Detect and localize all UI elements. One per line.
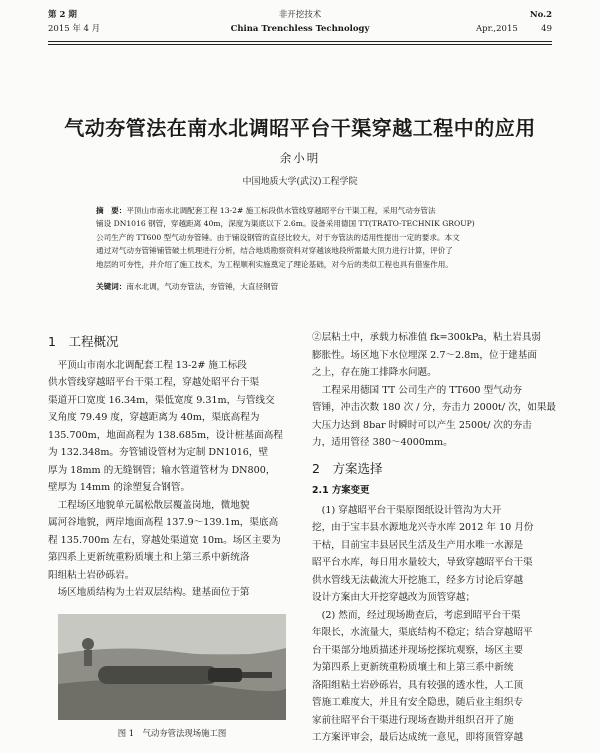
left-column — [48, 333, 296, 602]
worker-body — [84, 650, 92, 666]
right-column — [312, 329, 557, 747]
header-date: 2015 年 4 月 — [48, 24, 101, 34]
abstract — [96, 204, 530, 271]
abstract-line: 通过对气动夯管锤铺管破土机理进行分析，结合地质勘察资料对穿越该地段所需最大顶力进行计算，评价了 — [96, 246, 453, 256]
body-line: 程 135.700m 左右，穿越处渠道宽 10m。场区主要为 — [48, 534, 281, 546]
body-line: 设计方案由大开挖穿越改为顶管穿越； — [312, 592, 476, 603]
body-line: 工程场区地貌单元属松散层覆盖岗地，微地貌 — [48, 499, 250, 511]
right-body-a — [312, 329, 557, 452]
paper-affiliation: 中国地质大学(武汉)工程学院 — [242, 177, 358, 187]
abstract-line: 铺设 DN1016 钢管，穿越距离 40m，深度为渠底以下 2.6m。设备采用德国 TT(TRATO-TECHNIK GROUP) — [96, 219, 475, 229]
abstract-line: 公司生产的 TT600 型气动夯管锤。由于铺设钢管的直径比较大，对于夯管法的适用性提出一定的要求。本文 — [96, 232, 460, 242]
body-line: 工程采用德国 TT 公司生产的 TT600 型气动夯 — [312, 384, 522, 396]
body-line: 供水管线穿越昭平台干渠工程，穿越处昭平台干渠 — [48, 377, 260, 388]
body-line: 台干渠部分地质描述并现场挖探坑观察，场区主要 — [312, 644, 524, 656]
photo-illustration — [58, 614, 286, 720]
section-2-heading: 2 方案选择 — [312, 460, 383, 476]
body-line: ②层粘土中，承载力标准值 fk=300kPa，粘土岩具弱 — [312, 332, 542, 343]
section-1-heading: 1 工程概况 — [48, 334, 119, 349]
body-line: (1) 穿越昭平台干渠原图纸设计管沟为大开 — [312, 504, 502, 516]
header-journal-cn: 非开挖技术 — [278, 10, 322, 20]
worker — [82, 638, 94, 650]
body-line: (2) 然而，经过现场勘查后，考虑到昭平台干渠 — [312, 609, 521, 621]
body-line: 供水管线无法截流大开挖施工，经多方讨论后穿越 — [312, 574, 524, 586]
body-line: 场区地质结构为土岩双层结构。建基面位于第 — [48, 587, 250, 598]
header-number: No.2 — [529, 10, 552, 20]
body-line: 135.700m，地面高程为 138.685m，设计桩基面高程 — [48, 429, 283, 441]
running-header — [48, 8, 552, 48]
body-line: 年限长，水流量大，渠底结构不稳定；结合穿越昭平 — [312, 627, 533, 638]
right-body-b — [312, 502, 557, 747]
header-rule-thick — [48, 41, 552, 42]
abstract-line: 地层的可夯性，并介绍了施工技术，为工程顺利实施奠定了理论基础，对今后的类似工程也具有借鉴作用。 — [96, 259, 453, 269]
keywords-label: 关键词： — [96, 282, 127, 291]
steel-pipe — [98, 666, 218, 684]
header-rule-thin — [48, 44, 552, 45]
body-line: 厚为 18mm 的无缝钢管；输水管道管材为 DN800， — [48, 464, 276, 476]
section-2-1-heading: 2.1 方案变更 — [312, 485, 370, 496]
paper-title: 气动夯管法在南水北调昭平台干渠穿越工程中的应用 — [64, 116, 536, 140]
header-month-year: Apr.,2015 — [476, 24, 518, 34]
figure-caption: 图 1 气动夯管法现场施工图 — [117, 728, 227, 738]
keywords-text: 南水北调，气动夯管法，夯管锤，大直径钢管 — [126, 282, 279, 291]
body-line: 阳组粘土岩砂砾岩。 — [48, 569, 135, 581]
abstract-line: 摘 要：平顶山市南水北调配套工程 13-2# 施工标段供水管线穿越昭平台干渠工程，采用气动夯管法 — [96, 206, 436, 215]
body-line: 渠道开口宽度 16.34m，渠低宽度 9.31m，与管线交 — [48, 394, 275, 406]
body-line: 家前往昭平台干渠进行现场查勘并组织召开了施 — [312, 714, 514, 726]
section-1-body — [48, 357, 296, 602]
header-journal-en: China Trenchless Technology — [230, 24, 370, 34]
body-line: 为 132.348m。夯管铺设管材为定制 DN1016，壁 — [48, 447, 269, 458]
body-line: 大压力达到 8bar 时瞬时可以产生 2500t/ 次的夯击 — [312, 419, 532, 431]
body-line: 为第四系上更新统重粉质壤土和上第三系中新统 — [312, 662, 514, 673]
paper-author: 余小明 — [279, 151, 321, 165]
body-line: 之上，存在施工排降水问题。 — [312, 367, 437, 378]
header-right — [476, 8, 552, 36]
pipe-ramming-hammer — [208, 668, 242, 682]
air-hose — [242, 672, 272, 678]
body-line: 洛阳组粘土岩砂砾岩，具有较强的透水性，人工顶 — [312, 679, 524, 691]
body-line: 属河谷地貌，两岸地面高程 137.9～139.1m，渠底高 — [48, 517, 279, 528]
body-line: 第四系上更新统重粉质壤土和上第三系中新统洛 — [48, 552, 250, 563]
body-line: 平顶山市南水北调配套工程 13-2# 施工标段 — [48, 359, 247, 371]
keywords — [96, 281, 530, 292]
body-line: 膨胀性。场区地下水位埋深 2.7～2.8m，位于建基面 — [312, 349, 537, 361]
body-line: 干枯，目前宝丰县居民生活及生产用水唯一水源是 — [312, 539, 524, 551]
abstract-label: 摘 要： — [96, 206, 127, 215]
body-line: 叉角度 79.49 度，穿越距离为 40m，渠底高程为 — [48, 412, 260, 423]
header-issue: 第 2 期 — [48, 10, 77, 20]
body-line: 挖，由于宝丰县水源地龙兴寺水库 2012 年 10 月份 — [312, 522, 534, 533]
body-line: 壁厚为 14mm 的涂塑复合钢管。 — [48, 482, 191, 493]
body-line: 昭平台水库，每日用水量较大，导致穿越昭平台干渠 — [312, 557, 533, 568]
construction-site-photo — [58, 614, 286, 720]
body-line: 管锤，冲击次数 180 次 / 分，夯击力 2000t/ 次，如果最 — [312, 402, 557, 413]
body-line: 管施工难度大，并且有安全隐患，随后业主组织专 — [312, 697, 524, 708]
body-line: 工方案评审会，最后达成统一意见，即将顶管穿越 — [312, 732, 524, 743]
body-line: 力，适用管径 380～4000mm。 — [312, 437, 453, 448]
header-page-number: 49 — [541, 24, 552, 34]
